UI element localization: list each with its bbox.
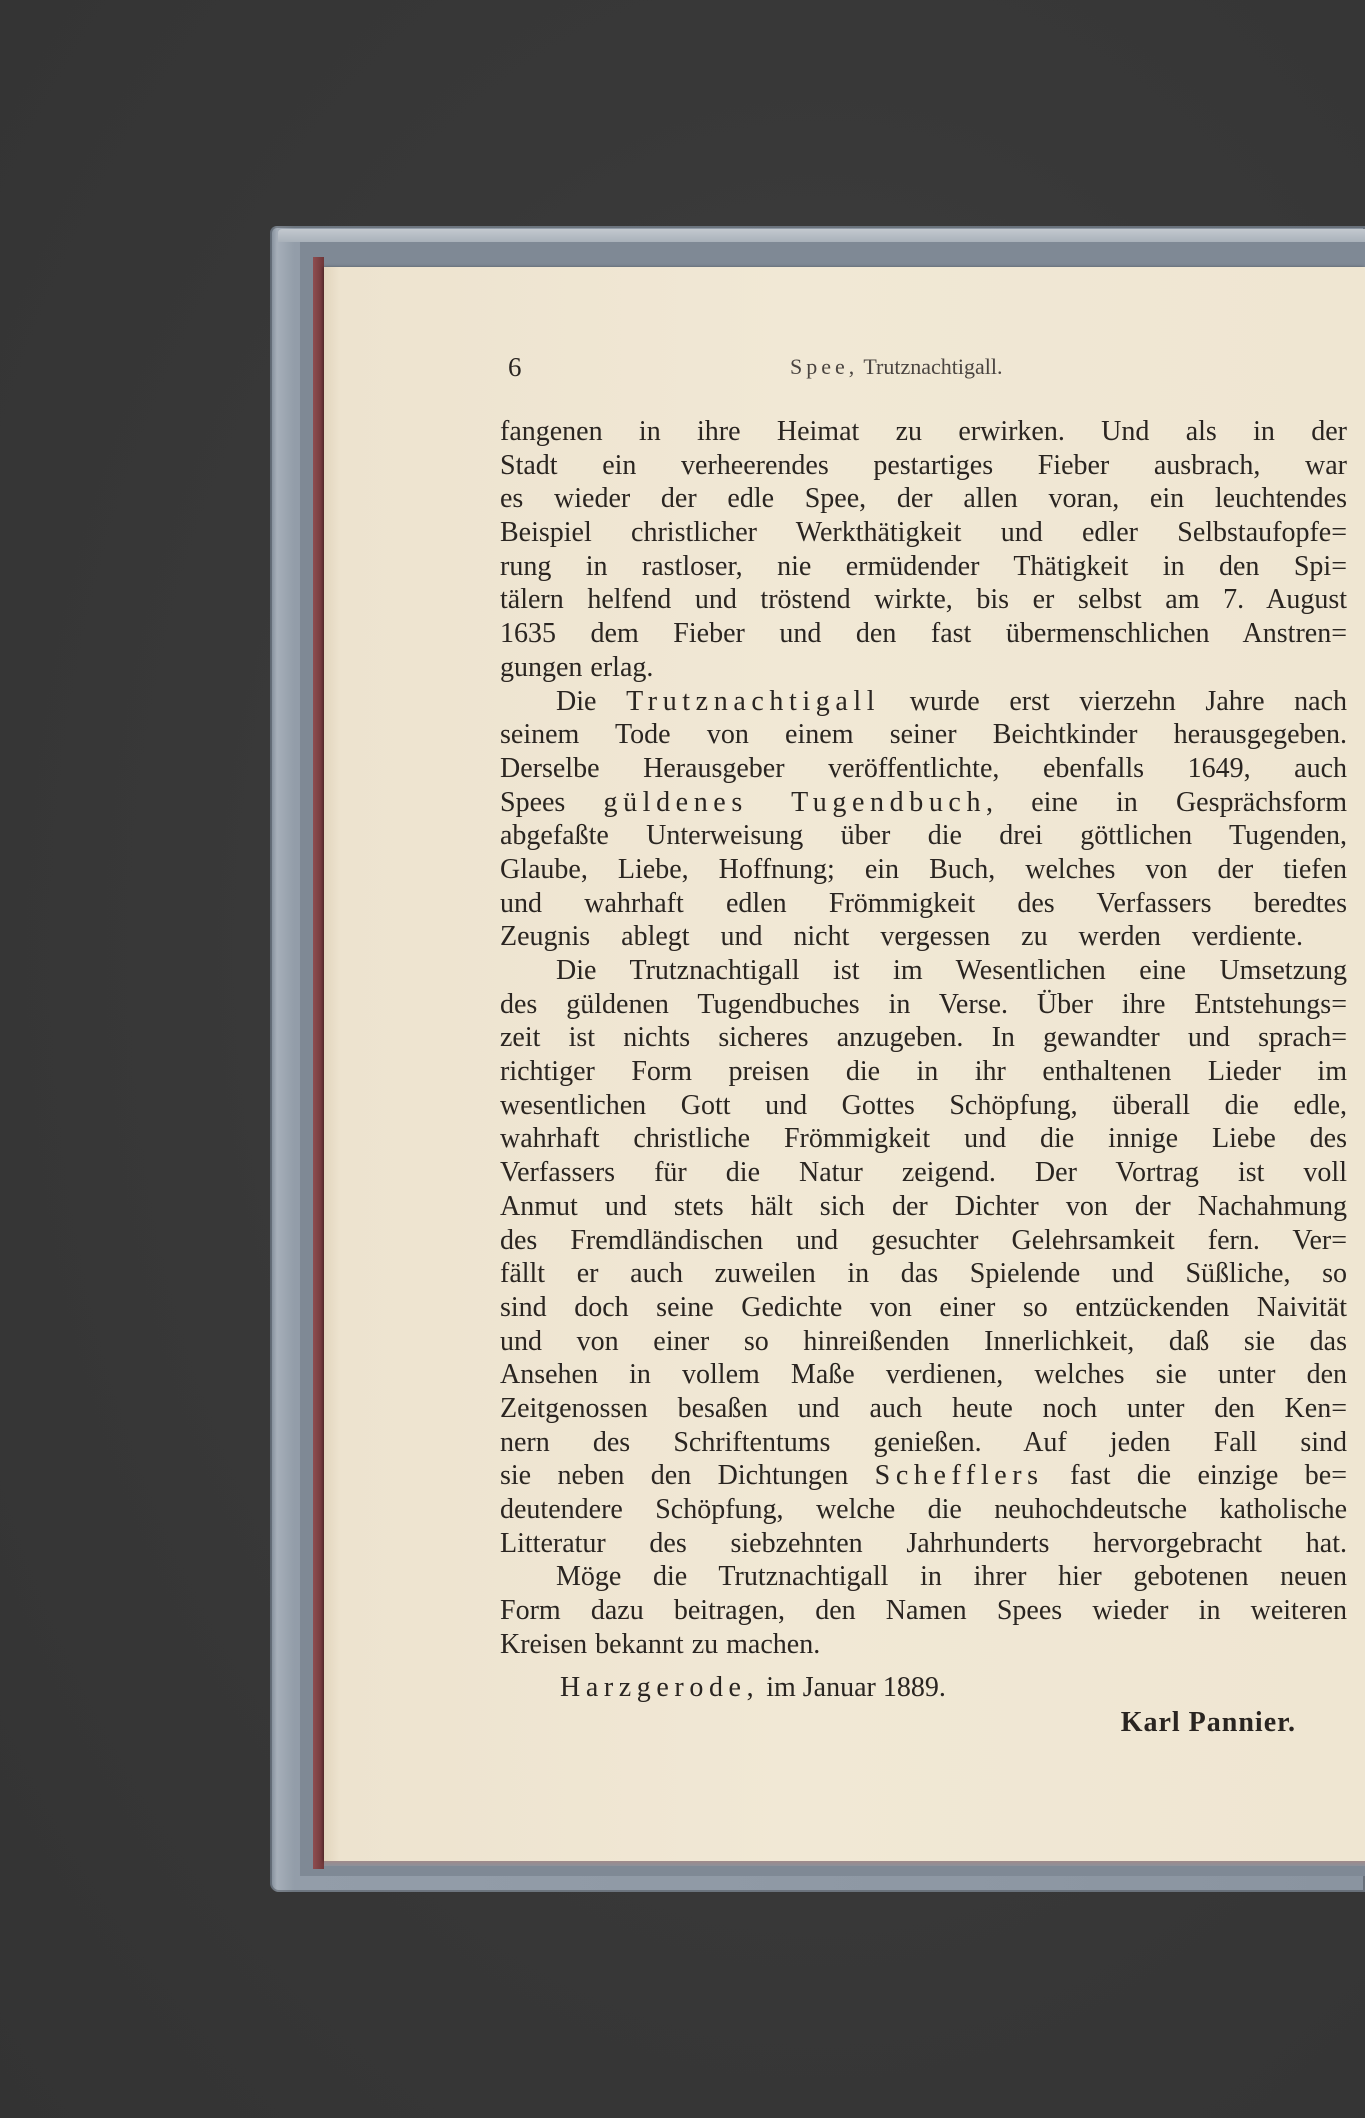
text-line: gungen erlag. (500, 651, 654, 683)
text-line: Zeitgenossen besaßen und auch heute noch unter den Ken= (500, 1392, 1347, 1424)
text-segment: sie neben den Dichtungen (500, 1460, 875, 1492)
text-line: rung in rastloser, nie ermüdender Thätigkeit in den Spi= (500, 550, 1347, 582)
text-line: Kreisen bekannt zu machen. (500, 1628, 821, 1660)
text-line: nern des Schriftentums genießen. Auf jeden Fall sind (500, 1426, 1347, 1458)
text-segment: wurde erst vierzehn Jahre nach (880, 685, 1347, 717)
text-line: Anmut und stets hält sich der Dichter von der Nachahmung (500, 1190, 1347, 1222)
text-line: es wieder der edle Spee, der allen voran, ein leuchtendes (500, 483, 1347, 515)
text-segment: , eine in Gesprächsform (986, 786, 1347, 818)
spaced-word: Schefflers (874, 1460, 1044, 1492)
text-line: wahrhaft christliche Frömmigkeit und die innige Liebe des (500, 1123, 1347, 1155)
page-number: 6 (508, 352, 522, 382)
text-line: 1635 dem Fieber und den fast übermenschlichen Anstren= (500, 618, 1347, 650)
cover-top-edge (278, 229, 1365, 242)
text-line: Form dazu beitragen, den Namen Spees wieder in weiteren (500, 1595, 1347, 1627)
text-line: richtiger Form preisen die in ihr enthaltenen Lieder im (500, 1056, 1347, 1088)
text-line: des güldenen Tugendbuches in Verse. Über ihre Entstehungs= (500, 988, 1347, 1020)
text-line: Zeugnis ablegt und nicht vergessen zu werden verdiente. (500, 921, 1303, 953)
text-line: abgefaßte Unterweisung über die drei göttlichen Tugenden, (500, 820, 1347, 852)
place-name: Harzgerode, (560, 1672, 760, 1703)
date-text: im Januar 1889. (759, 1672, 946, 1703)
running-title-author: Spee, (790, 354, 859, 379)
text-line: Die Trutznachtigall ist im Wesentlichen eine Umsetzung (556, 955, 1347, 986)
running-title-work: Trutznachtigall. (858, 354, 1003, 379)
text-line (500, 786, 1347, 820)
text-line: Verfassers für die Natur zeigend. Der Vortrag ist voll (500, 1157, 1347, 1189)
page-bottom-edge (324, 1861, 1365, 1866)
text-segment: fast die einzige be= (1043, 1460, 1347, 1492)
text-line: Beispiel christlicher Werkthätigkeit und edler Selbstaufopfe= (500, 517, 1347, 549)
text-line: zeit ist nichts sicheres anzugeben. In gewandter und sprach= (500, 1022, 1347, 1054)
text-line: fangenen in ihre Heimat zu erwirken. Und als in der (500, 416, 1347, 447)
text-line: seinem Tode von einem seiner Beichtkinder herausgegeben. (500, 719, 1347, 751)
spaced-word: güldenes Tugendbuch (603, 786, 987, 818)
text-line: deutendere Schöpfung, welche die neuhochdeutsche katholische (500, 1494, 1347, 1525)
text-segment: Spees (500, 786, 604, 818)
text-line: und von einer so hinreißenden Innerlichkeit, daß sie das (500, 1325, 1347, 1357)
text-line: Derselbe Herausgeber veröffentlichte, ebenfalls 1649, auch (500, 752, 1347, 784)
text-line: Stadt ein verheerendes pestartiges Fieber ausbrach, war (500, 449, 1347, 481)
text-line: fällt er auch zuweilen in das Spielende und Süßliche, so (500, 1258, 1347, 1290)
place-date-line (560, 1671, 946, 1705)
body-text (500, 415, 1347, 1661)
text-line: Ansehen in vollem Maße verdienen, welches sie unter den (500, 1359, 1347, 1391)
text-line: des Fremdländischen und gesuchter Gelehrsamkeit fern. Ver= (500, 1224, 1347, 1256)
text-line (500, 1459, 1347, 1493)
text-line: wesentlichen Gott und Gottes Schöpfung, überall die edle, (500, 1089, 1347, 1121)
text-line: Glaube, Liebe, Hoffnung; ein Buch, welches von der tiefen (500, 853, 1347, 885)
text-segment: Die (556, 685, 627, 717)
text-line: tälern helfend und tröstend wirkte, bis er selbst am 7. August (500, 584, 1347, 616)
text-line: sind doch seine Gedichte von einer so entzückenden Naivität (500, 1291, 1347, 1323)
text-line: und wahrhaft edlen Frömmigkeit des Verfassers beredtes (500, 887, 1347, 919)
text-line: Litteratur des siebzehnten Jahrhunderts hervorgebracht hat. (500, 1527, 1347, 1559)
author-signature: Karl Pannier. (1120, 1707, 1296, 1738)
text-line (500, 685, 1347, 719)
text-line: Möge die Trutznachtigall in ihrer hier gebotenen neuen (556, 1561, 1347, 1593)
cover-edge-band (313, 257, 324, 1869)
spaced-word: Trutznachtigall (626, 685, 881, 717)
running-title (790, 352, 1002, 382)
